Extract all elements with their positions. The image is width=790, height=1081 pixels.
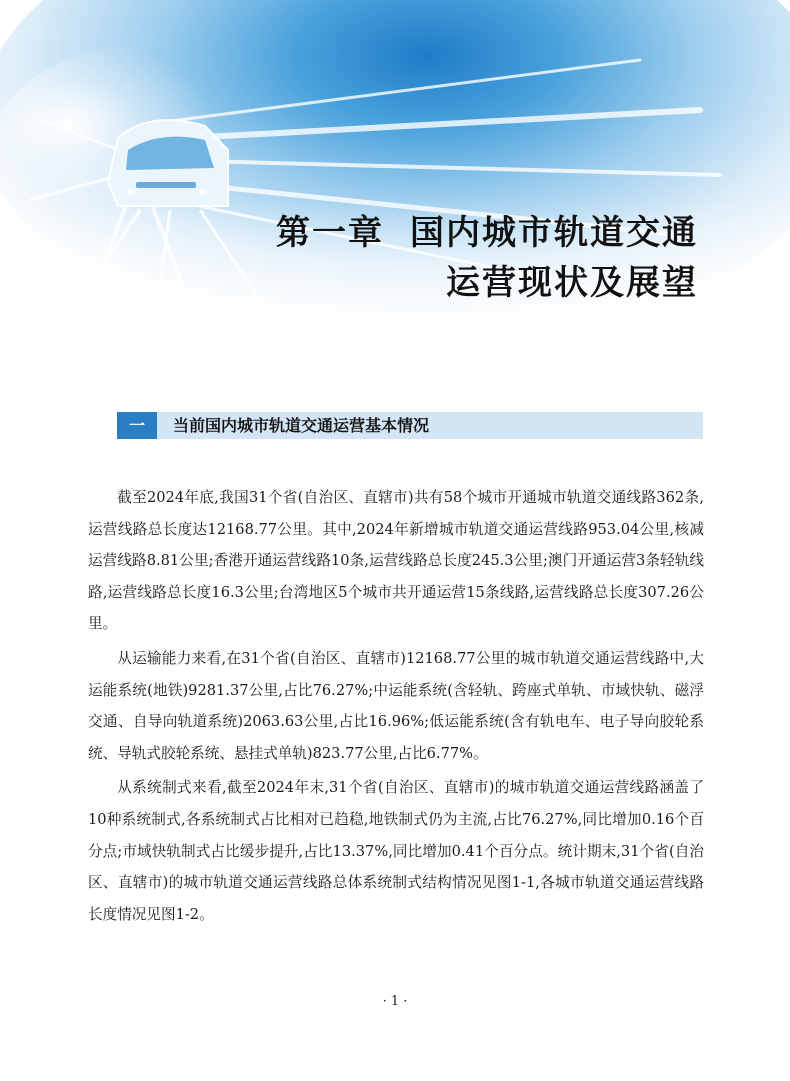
paragraph: 从系统制式来看,截至2024年末,31个省(自治区、直辖市)的城市轨道交通运营线路涵盖了10种系统制式,各系统制式占比相对已趋稳,地铁制式仍为主流,占比76.27%,同比增加0.16个百分点;市域快轨制式占比缓步提升,占比13.37%,同比增加0.41个百分点。统计期末,31个省(自治区、直辖市)的城市轨道交通运营线路总体系统制式结构情况见图1-1,各城市轨道交通运营线路长度情况见图1-2。 — [88, 779, 704, 923]
page-number: · 1 · — [382, 994, 408, 1009]
chapter-title-line2: 运营现状及展望 — [446, 263, 698, 303]
chapter-number: 第一章 — [276, 213, 384, 253]
paragraph: 从运输能力来看,在31个省(自治区、直辖市)12168.77公里的城市轨道交通运营线路中,大运能系统(地铁)9281.37公里,占比76.27%;中运能系统(含轻轨、跨座式单轨、市域快轨、磁浮交通、自导向轨道系统)2063.63公里,占比16.96%;低运能系统(含有轨电车、电子导向胶轮系统、导轨式胶轮系统、悬挂式单轨)823.77公里,占比6.77%。 — [88, 649, 704, 762]
section-number-badge: 一 — [117, 412, 157, 439]
chapter-title — [276, 208, 698, 308]
paragraph: 截至2024年底,我国31个省(自治区、直辖市)共有58个城市开通城市轨道交通线路362条,运营线路总长度达12168.77公里。其中,2024年新增城市轨道交通运营线路953.04公里,核减运营线路8.81公里;香港开通运营线路10条,运营线路总长度245.3公里;澳门开通运营3条轻轨线路,运营线路总长度16.3公里;台湾地区5个城市共开通运营15条线路,运营线路总长度307.26公里。 — [88, 489, 704, 633]
section-heading — [117, 412, 703, 439]
body-text — [88, 482, 704, 933]
chapter-title-line1: 国内城市轨道交通 — [410, 213, 698, 253]
section-title: 当前国内城市轨道交通运营基本情况 — [173, 416, 430, 435]
